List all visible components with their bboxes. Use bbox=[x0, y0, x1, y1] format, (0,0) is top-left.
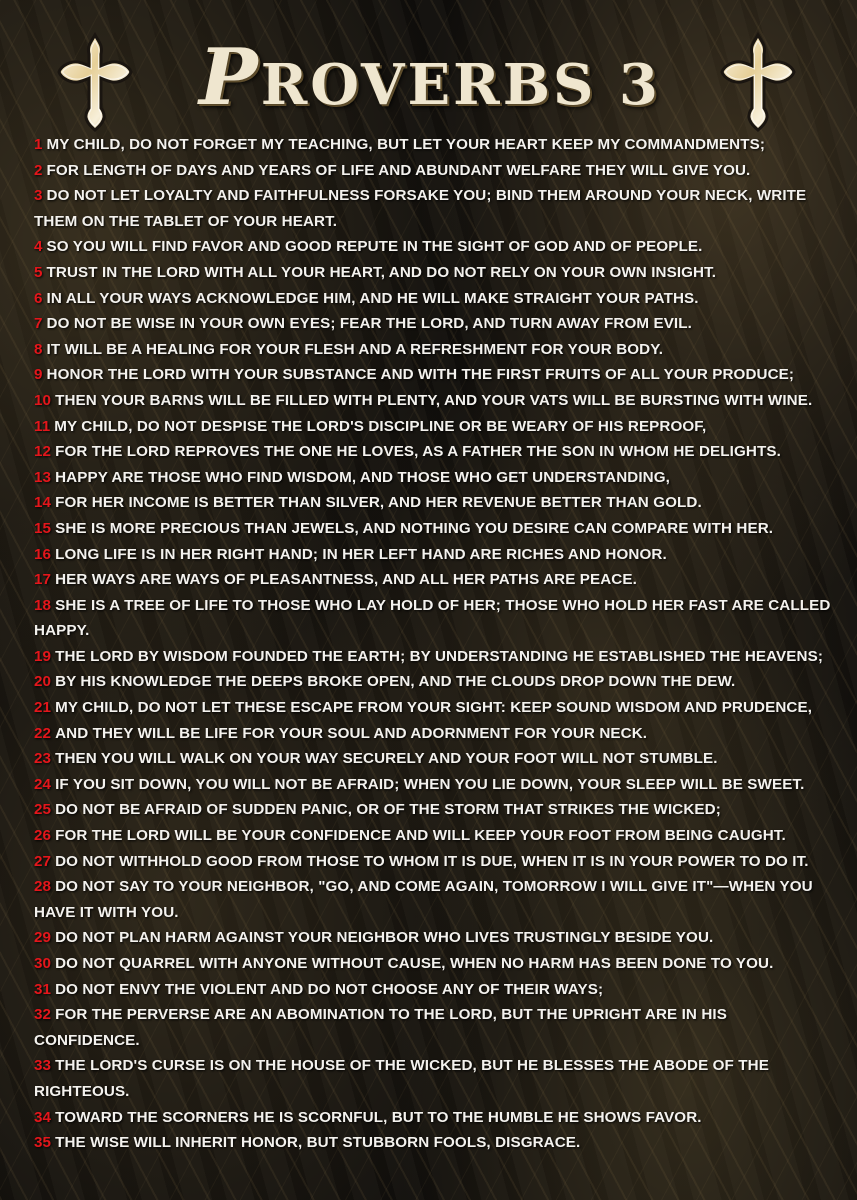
verse-text: DO NOT LET LOYALTY AND FAITHFULNESS FORSAKE YOU; BIND THEM AROUND YOUR NECK, WRITE THEM ON THE TABLET OF YOUR HEART. bbox=[34, 187, 807, 230]
verse-number: 27 bbox=[34, 852, 52, 870]
verse-text: HONOR THE LORD WITH YOUR SUBSTANCE AND WITH THE FIRST FRUITS OF ALL YOUR PRODUCE; bbox=[46, 366, 795, 384]
verse-number: 8 bbox=[34, 340, 43, 358]
verse-text: DO NOT ENVY THE VIOLENT AND DO NOT CHOOSE ANY OF THEIR WAYS; bbox=[55, 980, 604, 998]
title-initial: P bbox=[199, 32, 261, 123]
verse-item bbox=[34, 183, 834, 234]
verse-item bbox=[34, 721, 834, 747]
verse-text: MY CHILD, DO NOT DESPISE THE LORD'S DISCIPLINE OR BE WEARY OF HIS REPROOF, bbox=[54, 417, 707, 435]
verse-item bbox=[34, 797, 834, 823]
verse-number: 26 bbox=[34, 827, 52, 845]
verse-text: THEN YOU WILL WALK ON YOUR WAY SECURELY AND YOUR FOOT WILL NOT STUMBLE. bbox=[55, 750, 718, 768]
verse-number: 3 bbox=[34, 187, 43, 205]
verse-text: MY CHILD, DO NOT LET THESE ESCAPE FROM YOUR SIGHT: KEEP SOUND WISDOM AND PRUDENCE, bbox=[55, 699, 813, 717]
verse-text: THEN YOUR BARNS WILL BE FILLED WITH PLENTY, AND YOUR VATS WILL BE BURSTING WITH WINE. bbox=[55, 391, 813, 409]
verse-number: 25 bbox=[34, 801, 52, 819]
title-rest: ROVERBS 3 bbox=[260, 52, 661, 118]
verse-item bbox=[34, 234, 834, 260]
verse-number: 2 bbox=[34, 161, 43, 179]
verse-text: IN ALL YOUR WAYS ACKNOWLEDGE HIM, AND HE WILL MAKE STRAIGHT YOUR PATHS. bbox=[46, 289, 699, 307]
verse-item bbox=[34, 465, 834, 491]
verse-number: 5 bbox=[34, 263, 43, 281]
verse-text: HAPPY ARE THOSE WHO FIND WISDOM, AND THOSE WHO GET UNDERSTANDING, bbox=[55, 468, 670, 486]
verse-text: FOR HER INCOME IS BETTER THAN SILVER, AND HER REVENUE BETTER THAN GOLD. bbox=[55, 494, 702, 512]
verse-number: 20 bbox=[34, 673, 52, 691]
verse-number: 16 bbox=[34, 545, 52, 563]
verse-text: THE WISE WILL INHERIT HONOR, BUT STUBBORN FOOLS, DISGRACE. bbox=[55, 1134, 581, 1152]
verse-number: 1 bbox=[34, 136, 43, 153]
verse-text: TRUST IN THE LORD WITH ALL YOUR HEART, AND DO NOT RELY ON YOUR OWN INSIGHT. bbox=[46, 263, 717, 281]
verse-text: SO YOU WILL FIND FAVOR AND GOOD REPUTE IN THE SIGHT OF GOD AND OF PEOPLE. bbox=[46, 238, 703, 256]
verse-text: MY CHILD, DO NOT FORGET MY TEACHING, BUT LET YOUR HEART KEEP MY COMMANDMENTS; bbox=[46, 136, 765, 153]
verse-text: DO NOT PLAN HARM AGAINST YOUR NEIGHBOR WHO LIVES TRUSTINGLY BESIDE YOU. bbox=[55, 929, 714, 947]
verse-number: 17 bbox=[34, 571, 52, 589]
verse-text: DO NOT BE AFRAID OF SUDDEN PANIC, OR OF THE STORM THAT STRIKES THE WICKED; bbox=[55, 801, 721, 819]
verse-number: 7 bbox=[34, 315, 43, 333]
verse-text: FOR THE PERVERSE ARE AN ABOMINATION TO THE LORD, BUT THE UPRIGHT ARE IN HIS CONFIDENCE. bbox=[34, 1006, 727, 1049]
verse-text: BY HIS KNOWLEDGE THE DEEPS BROKE OPEN, AND THE CLOUDS DROP DOWN THE DEW. bbox=[55, 673, 736, 691]
verse-text: AND THEY WILL BE LIFE FOR YOUR SOUL AND ADORNMENT FOR YOUR NECK. bbox=[55, 724, 648, 742]
verse-item bbox=[34, 362, 834, 388]
verse-number: 34 bbox=[34, 1108, 52, 1126]
verse-number: 12 bbox=[34, 443, 52, 461]
verse-item bbox=[34, 311, 834, 337]
verse-item bbox=[34, 158, 834, 184]
verse-number: 23 bbox=[34, 750, 52, 768]
verse-item bbox=[34, 542, 834, 568]
verse-item bbox=[34, 414, 834, 440]
verse-item bbox=[34, 1053, 834, 1104]
verse-item bbox=[34, 593, 834, 644]
verse-item bbox=[34, 490, 834, 516]
verse-item bbox=[34, 1002, 834, 1053]
verse-text: IT WILL BE A HEALING FOR YOUR FLESH AND A REFRESHMENT FOR YOUR BODY. bbox=[46, 340, 664, 358]
ornate-cross-icon bbox=[720, 32, 796, 132]
verse-number: 10 bbox=[34, 391, 52, 409]
verse-text: DO NOT SAY TO YOUR NEIGHBOR, "GO, AND COME AGAIN, TOMORROW I WILL GIVE IT"—WHEN YOU HAVE IT WITH YOU. bbox=[34, 878, 813, 921]
ornate-cross-icon bbox=[57, 32, 133, 132]
verse-text: SHE IS MORE PRECIOUS THAN JEWELS, AND NOTHING YOU DESIRE CAN COMPARE WITH HER. bbox=[55, 519, 774, 537]
verse-item bbox=[34, 644, 834, 670]
verse-number: 24 bbox=[34, 775, 52, 793]
poster-header bbox=[0, 28, 857, 128]
verse-item bbox=[34, 823, 834, 849]
verse-item bbox=[34, 874, 834, 925]
verse-item bbox=[34, 1130, 834, 1156]
verse-number: 13 bbox=[34, 468, 52, 486]
verse-number: 15 bbox=[34, 519, 52, 537]
verse-item bbox=[34, 567, 834, 593]
verse-item bbox=[34, 260, 834, 286]
verse-text: THE LORD'S CURSE IS ON THE HOUSE OF THE WICKED, BUT HE BLESSES THE ABODE OF THE RIGHTEOUS. bbox=[34, 1057, 769, 1100]
verse-item bbox=[34, 951, 834, 977]
verse-item bbox=[34, 925, 834, 951]
verse-text: FOR THE LORD REPROVES THE ONE HE LOVES, AS A FATHER THE SON IN WHOM HE DELIGHTS. bbox=[55, 443, 781, 461]
verse-number: 21 bbox=[34, 699, 52, 717]
verse-item bbox=[34, 132, 834, 158]
verse-number: 9 bbox=[34, 366, 43, 384]
verse-number: 29 bbox=[34, 929, 52, 947]
verse-text: IF YOU SIT DOWN, YOU WILL NOT BE AFRAID; WHEN YOU LIE DOWN, YOUR SLEEP WILL BE SWEET. bbox=[55, 775, 805, 793]
verse-number: 22 bbox=[34, 724, 52, 742]
verse-text: HER WAYS ARE WAYS OF PLEASANTNESS, AND ALL HER PATHS ARE PEACE. bbox=[55, 571, 637, 589]
verse-item bbox=[34, 337, 834, 363]
verse-number: 30 bbox=[34, 955, 52, 972]
verse-item bbox=[34, 669, 834, 695]
verse-number: 31 bbox=[34, 980, 52, 998]
verse-text: FOR LENGTH OF DAYS AND YEARS OF LIFE AND ABUNDANT WELFARE THEY WILL GIVE YOU. bbox=[46, 161, 751, 179]
verse-text: THE LORD BY WISDOM FOUNDED THE EARTH; BY UNDERSTANDING HE ESTABLISHED THE HEAVENS; bbox=[55, 647, 823, 665]
verse-number: 32 bbox=[34, 1006, 52, 1024]
verse-number: 11 bbox=[34, 417, 51, 435]
verse-item bbox=[34, 746, 834, 772]
verse-number: 35 bbox=[34, 1134, 52, 1152]
verse-number: 33 bbox=[34, 1057, 52, 1075]
verse-list bbox=[34, 132, 834, 1156]
verse-text: DO NOT BE WISE IN YOUR OWN EYES; FEAR THE LORD, AND TURN AWAY FROM EVIL. bbox=[46, 315, 692, 333]
verse-text: LONG LIFE IS IN HER RIGHT HAND; IN HER LEFT HAND ARE RICHES AND HONOR. bbox=[55, 545, 667, 563]
verse-item bbox=[34, 977, 834, 1003]
verse-item bbox=[34, 439, 834, 465]
verse-number: 4 bbox=[34, 238, 43, 256]
verse-text: TOWARD THE SCORNERS HE IS SCORNFUL, BUT TO THE HUMBLE HE SHOWS FAVOR. bbox=[55, 1108, 702, 1126]
verse-item bbox=[34, 388, 834, 414]
verse-item bbox=[34, 1105, 834, 1131]
verse-item bbox=[34, 695, 834, 721]
verse-text: DO NOT QUARREL WITH ANYONE WITHOUT CAUSE, WHEN NO HARM HAS BEEN DONE TO YOU. bbox=[55, 955, 774, 972]
verse-item bbox=[34, 849, 834, 875]
verse-text: SHE IS A TREE OF LIFE TO THOSE WHO LAY HOLD OF HER; THOSE WHO HOLD HER FAST ARE CALLED HAPPY. bbox=[34, 596, 831, 640]
verse-text: FOR THE LORD WILL BE YOUR CONFIDENCE AND WILL KEEP YOUR FOOT FROM BEING CAUGHT. bbox=[55, 827, 786, 845]
verse-item bbox=[34, 772, 834, 798]
verse-number: 6 bbox=[34, 289, 43, 307]
page-title bbox=[140, 32, 720, 123]
verse-number: 14 bbox=[34, 494, 52, 512]
verse-number: 19 bbox=[34, 647, 52, 665]
verse-number: 28 bbox=[34, 878, 52, 896]
verse-item bbox=[34, 516, 834, 542]
verse-item bbox=[34, 286, 834, 312]
verse-text: DO NOT WITHHOLD GOOD FROM THOSE TO WHOM IT IS DUE, WHEN IT IS IN YOUR POWER TO DO IT. bbox=[55, 852, 809, 870]
verse-number: 18 bbox=[34, 596, 52, 614]
